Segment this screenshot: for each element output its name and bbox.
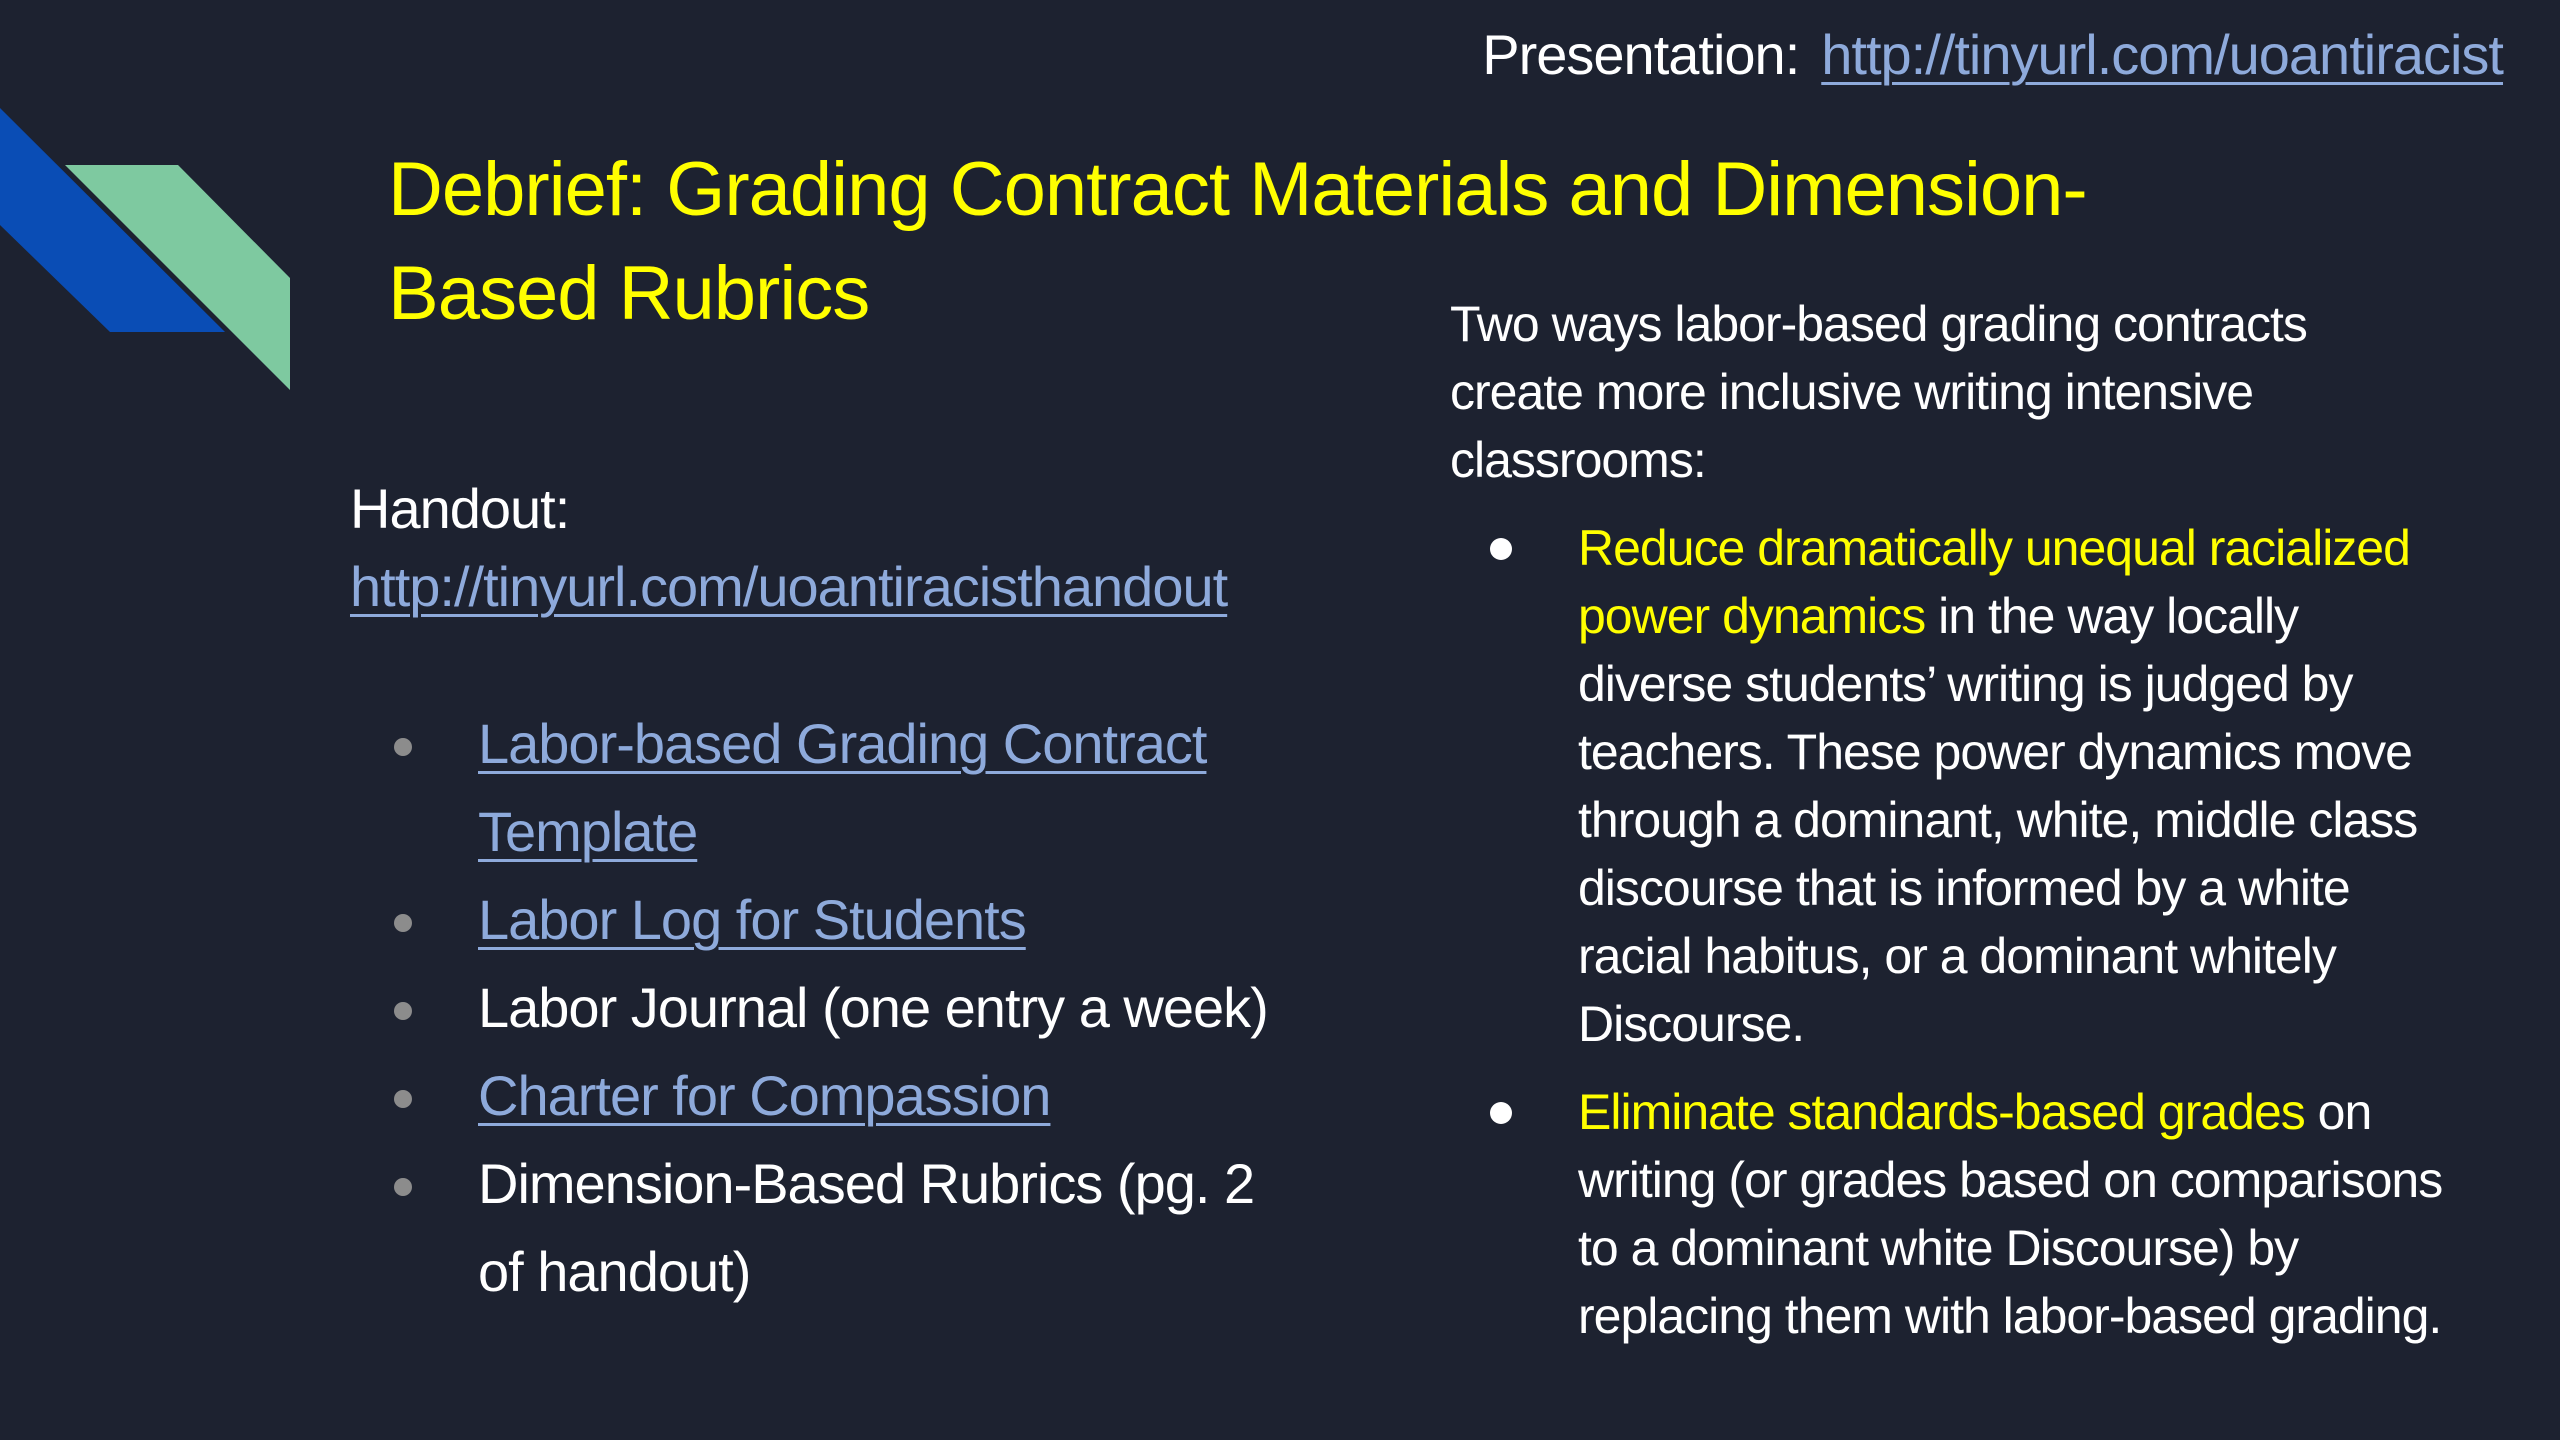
presentation-reference	[1482, 22, 2503, 87]
inclusive-classrooms-panel	[1450, 290, 2450, 1370]
resource-item-charter-for-compassion	[388, 1052, 1268, 1140]
bullet-icon	[394, 1002, 412, 1020]
presentation-link[interactable]: http://tinyurl.com/uoantiracist	[1821, 23, 2503, 86]
charter-for-compassion-link[interactable]: Charter for Compassion	[478, 1064, 1051, 1127]
dimension-based-rubrics-text: Dimension-Based Rubrics (pg. 2 of handout)	[478, 1152, 1255, 1303]
highlighted-phrase: Eliminate standards-based grades	[1578, 1084, 2305, 1140]
resource-item-labor-log	[388, 876, 1268, 964]
labor-log-link[interactable]: Labor Log for Students	[478, 888, 1026, 951]
bullet-icon	[1490, 538, 1512, 560]
bullet-icon	[1490, 1102, 1512, 1124]
handout-link[interactable]: http://tinyurl.com/uoantiracisthandout	[350, 555, 1228, 618]
resource-list	[388, 700, 1268, 1316]
intro-text: Two ways labor-based grading contracts create more inclusive writing intensive classrooms:	[1450, 296, 2307, 488]
handout-reference	[350, 470, 1227, 626]
handout-label: Handout:	[350, 477, 570, 540]
bullet-icon	[394, 738, 412, 756]
way-item-eliminate-standards-grades	[1450, 1078, 2450, 1350]
corner-decoration	[0, 0, 300, 400]
bullet-icon	[394, 1178, 412, 1196]
bullet-icon	[394, 914, 412, 932]
point-text: in the way locally diverse students’ writing is judged by teachers. These power dynamics move through a dominant, white, middle class discourse that is informed by a white racial habitus, or a dominant whitely Discourse.	[1578, 588, 2418, 1052]
slide-title: Debrief: Grading Contract Materials and Dimension-Based Rubrics	[388, 147, 2087, 336]
bullet-icon	[394, 1090, 412, 1108]
presentation-label: Presentation:	[1482, 23, 1800, 86]
resource-item-grading-contract-template	[388, 700, 1268, 876]
labor-journal-text: Labor Journal (one entry a week)	[478, 976, 1268, 1039]
point-text: on writing (or grades based on comparisons to a dominant white Discourse) by replacing them with labor-based grading.	[1578, 1084, 2443, 1344]
highlighted-phrase: Reduce dramatically unequal racialized power dynamics	[1578, 520, 2410, 644]
way-item-reduce-power-dynamics	[1450, 514, 2450, 1058]
resource-item-dimension-based-rubrics	[388, 1140, 1268, 1316]
grading-contract-template-link[interactable]: Labor-based Grading Contract Template	[478, 712, 1207, 863]
ways-list	[1450, 514, 2450, 1350]
resource-item-labor-journal	[388, 964, 1268, 1052]
